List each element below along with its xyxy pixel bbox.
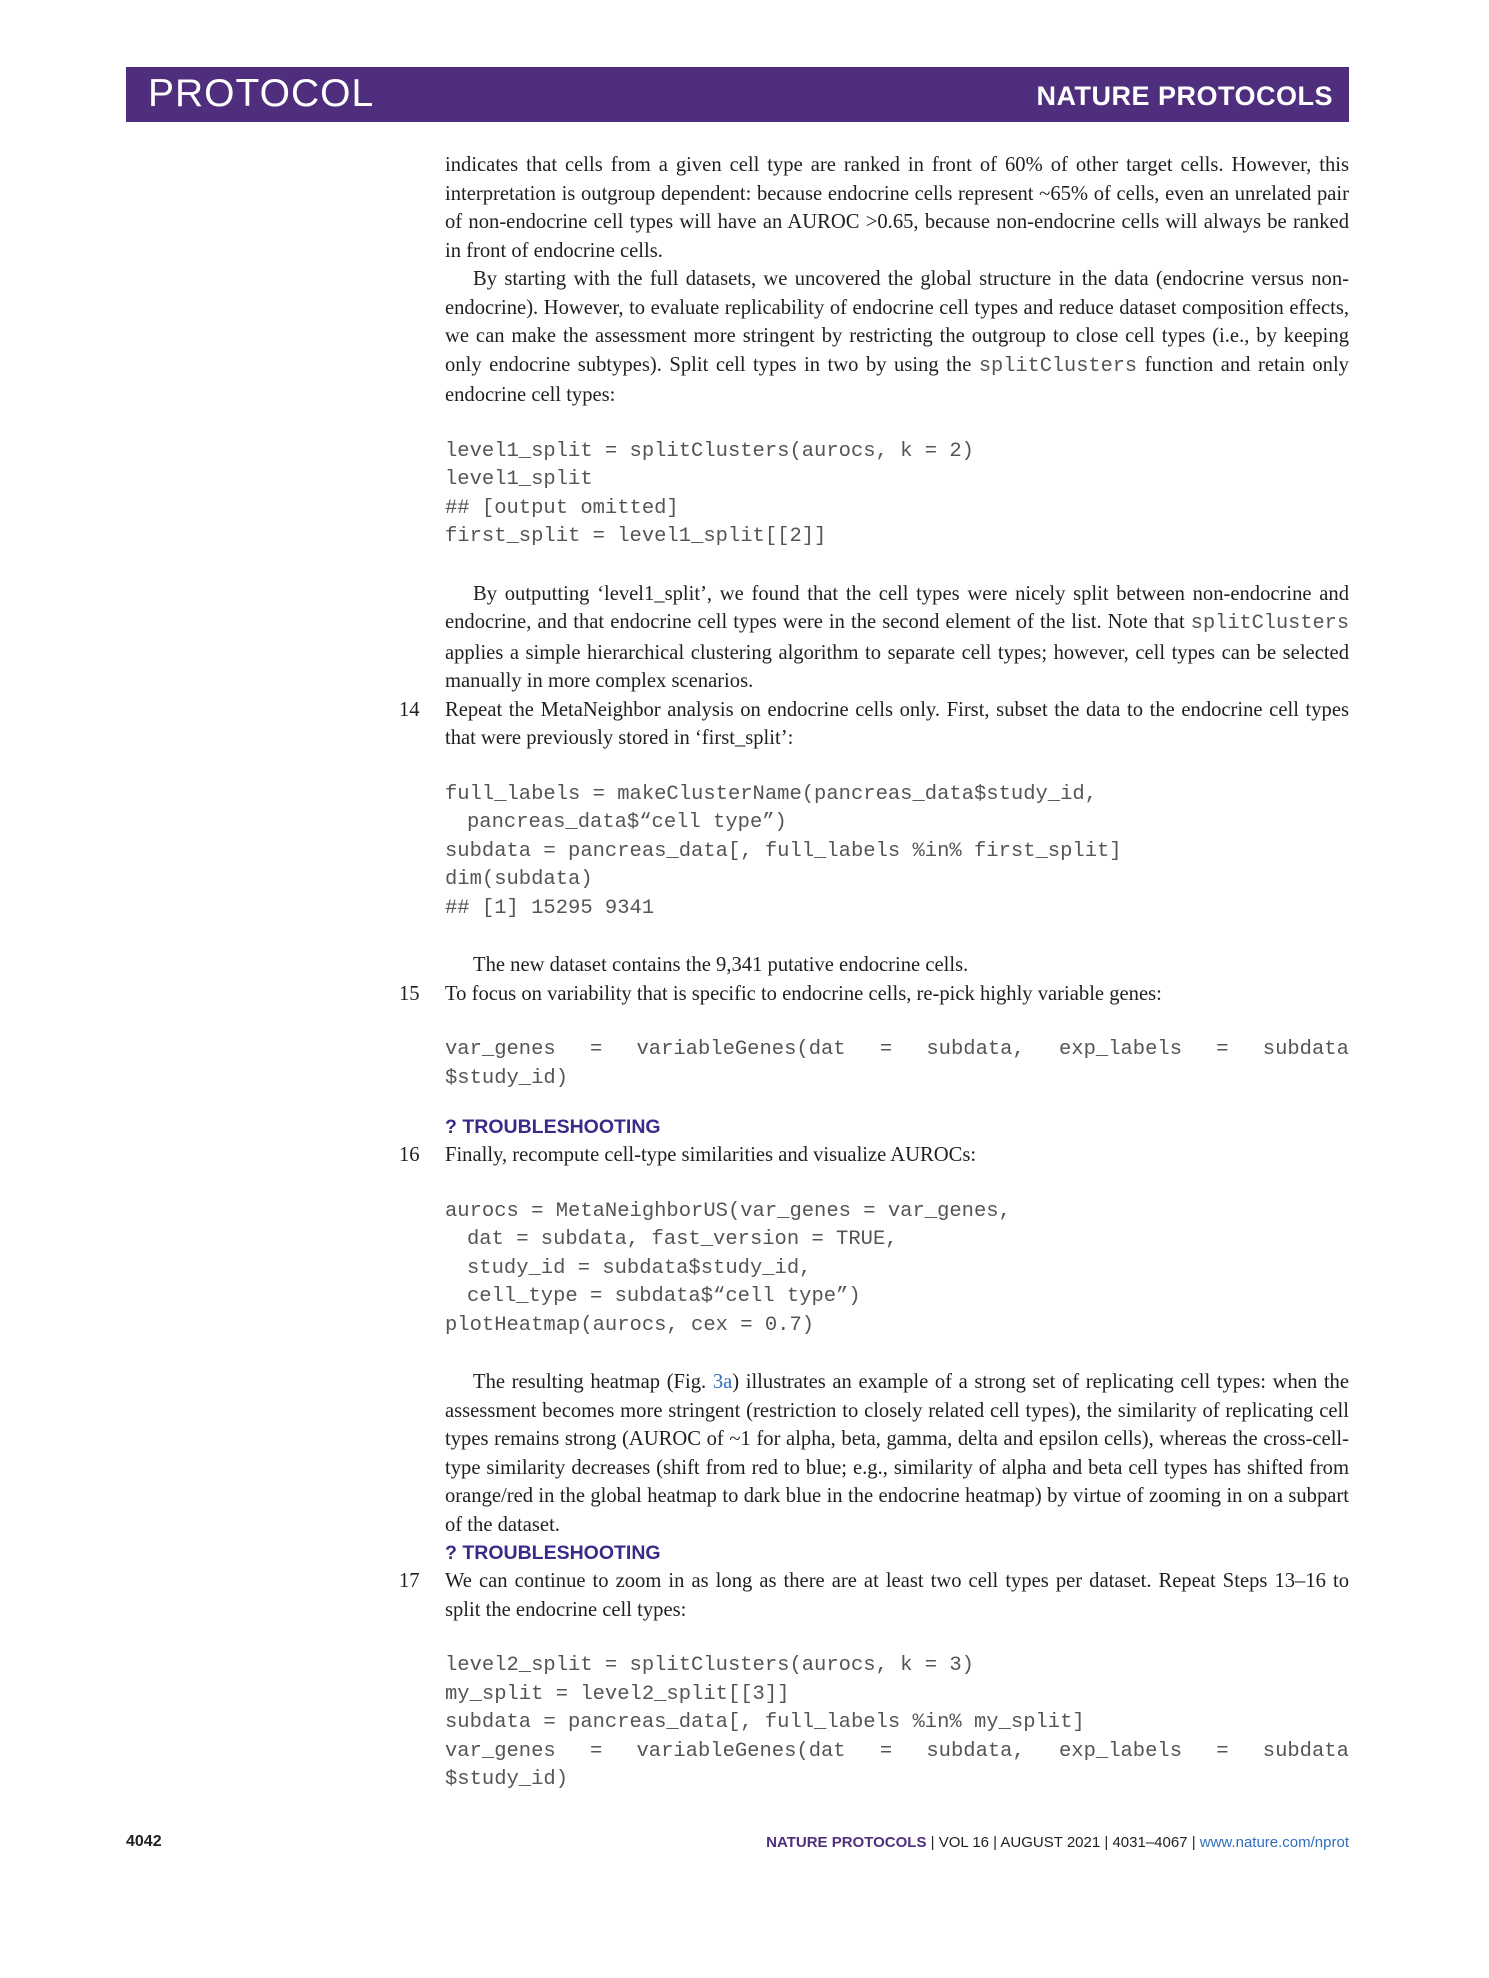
code-line: $study_id) xyxy=(445,1066,569,1090)
code-line: $study_id) xyxy=(445,1768,569,1791)
code-line: dim(subdata) xyxy=(445,868,593,891)
code-line: plotHeatmap(aurocs, cex = 0.7) xyxy=(445,1313,815,1337)
code-line: level2_split = splitClusters(aurocs, k = 3) xyxy=(445,1654,974,1677)
code-line: my_split = level2_split[[3]] xyxy=(445,1682,790,1706)
page-number: 4042 xyxy=(126,1833,162,1850)
step-16: 16 Finally, recompute cell-type similarities and visualize AUROCs: xyxy=(445,1141,1349,1170)
step-number: 14 xyxy=(399,698,420,721)
step-number: 15 xyxy=(399,982,420,1005)
figure-link[interactable]: 3a xyxy=(712,1371,733,1393)
paragraph: The new dataset contains the 9,341 putative endocrine cells. xyxy=(473,954,969,976)
journal-url-link[interactable]: www.nature.com/nprot xyxy=(1199,1834,1349,1851)
code-line: subdata = pancreas_data[, full_labels %in% my_split] xyxy=(445,1711,1085,1734)
code-block xyxy=(445,781,1349,924)
code-block xyxy=(445,1198,1349,1341)
code-line: pancreas_data$“cell type”) xyxy=(467,811,787,834)
header-banner xyxy=(126,67,1349,122)
code-line: cell_type = subdata$“cell type”) xyxy=(467,1285,861,1308)
code-line: aurocs = MetaNeighborUS(var_genes = var_genes, xyxy=(445,1199,1011,1223)
article-body xyxy=(399,151,1350,1795)
code-line: level1_split xyxy=(445,468,593,491)
step-15: 15 To focus on variability that is specific to endocrine cells, re-pick highly variable genes: xyxy=(445,980,1349,1009)
inline-code: splitClusters xyxy=(1190,612,1350,635)
code-line: level1_split = splitClusters(aurocs, k = 2) xyxy=(445,439,974,463)
footer-citation: NATURE PROTOCOLS | VOL 16 | AUGUST 2021 | 4031–4067 | www.nature.com/nprot xyxy=(766,1834,1349,1851)
step-number: 16 xyxy=(399,1144,420,1166)
code-line: subdata = pancreas_data[, full_labels %in% first_split] xyxy=(445,839,1122,863)
journal-label: NATURE PROTOCOLS xyxy=(1036,81,1333,111)
step-17: 17 We can continue to zoom in as long as there are at least two cell types per dataset. Repeat Steps 13–16 to split the endocrine cell types: xyxy=(445,1567,1349,1624)
inline-code: splitClusters xyxy=(978,354,1138,378)
troubleshooting-link[interactable]: ? TROUBLESHOOTING xyxy=(445,1542,661,1564)
code-block xyxy=(445,1652,1349,1795)
paragraph: The resulting heatmap (Fig. 3a) illustrates an example of a strong set of replicating cell types: when the assessment becomes more stringent (restriction to closely related cell types), the similarity of replicating cell types remains strong (AUROC of ~1 for alpha, beta, gamma, delta and epsilon cells), whereas the cross-cell-type similarity decreases (shift from red to blue; e.g., similarity of alpha and beta cell types has shifted from orange/red in the global heatmap to dark blue in the endocrine heatmap) by virtue of zooming in on a subpart of the dataset. xyxy=(445,1371,1349,1536)
code-line: var_genes = variableGenes(dat = subdata, exp_labels = subdata xyxy=(445,1038,1349,1061)
code-line: var_genes = variableGenes(dat = subdata, exp_labels = subdata xyxy=(445,1739,1349,1763)
code-line: first_split = level1_split[[2]] xyxy=(445,525,827,548)
code-line: ## [1] 15295 9341 xyxy=(445,896,655,920)
step-14: 14 Repeat the MetaNeighbor analysis on endocrine cells only. First, subset the data to the endocrine cell types that were previously stored in ‘first_split’: xyxy=(445,696,1349,753)
paragraph: indicates that cells from a given cell type are ranked in front of 60% of other target cells. However, this interpretation is outgroup dependent: because endocrine cells represent ~65% of cells, even an unrelated pair of non-endocrine cell types will have an AUROC >0.65, because non-endocrine cells will always be ranked in front of endocrine cells. xyxy=(445,154,1349,262)
code-line: ## [output omitted] xyxy=(445,496,679,520)
code-block xyxy=(445,438,1349,552)
paragraph: By starting with the full datasets, we uncovered the global structure in the data (endocrine versus non-endocrine). However, to evaluate replicability of endocrine cell types and reduce dataset composition effects, we can make the assessment more stringent by restricting the outgroup to close cell types (i.e., by keeping only endocrine subtypes). Split cell types in two by using the splitClusters function and retain only endocrine cell types: xyxy=(445,268,1349,406)
step-number: 17 xyxy=(399,1570,420,1592)
paragraph: By outputting ‘level1_split’, we found that the cell types were nicely split between non-endocrine and endocrine, and that endocrine cell types were in the second element of the list. Note that splitClusters applies a simple hierarchical clustering algorithm to separate cell types; however, cell types can be selected manually in more complex scenarios. xyxy=(445,582,1350,692)
troubleshooting-link[interactable]: ? TROUBLESHOOTING xyxy=(445,1116,661,1138)
code-line: full_labels = makeClusterName(pancreas_data$study_id, xyxy=(445,782,1098,806)
section-label: PROTOCOL xyxy=(148,72,375,115)
page-footer xyxy=(126,1833,1349,1857)
code-line: dat = subdata, fast_version = TRUE, xyxy=(467,1228,898,1251)
code-block xyxy=(445,1036,1349,1093)
code-line: study_id = subdata$study_id, xyxy=(467,1256,812,1280)
